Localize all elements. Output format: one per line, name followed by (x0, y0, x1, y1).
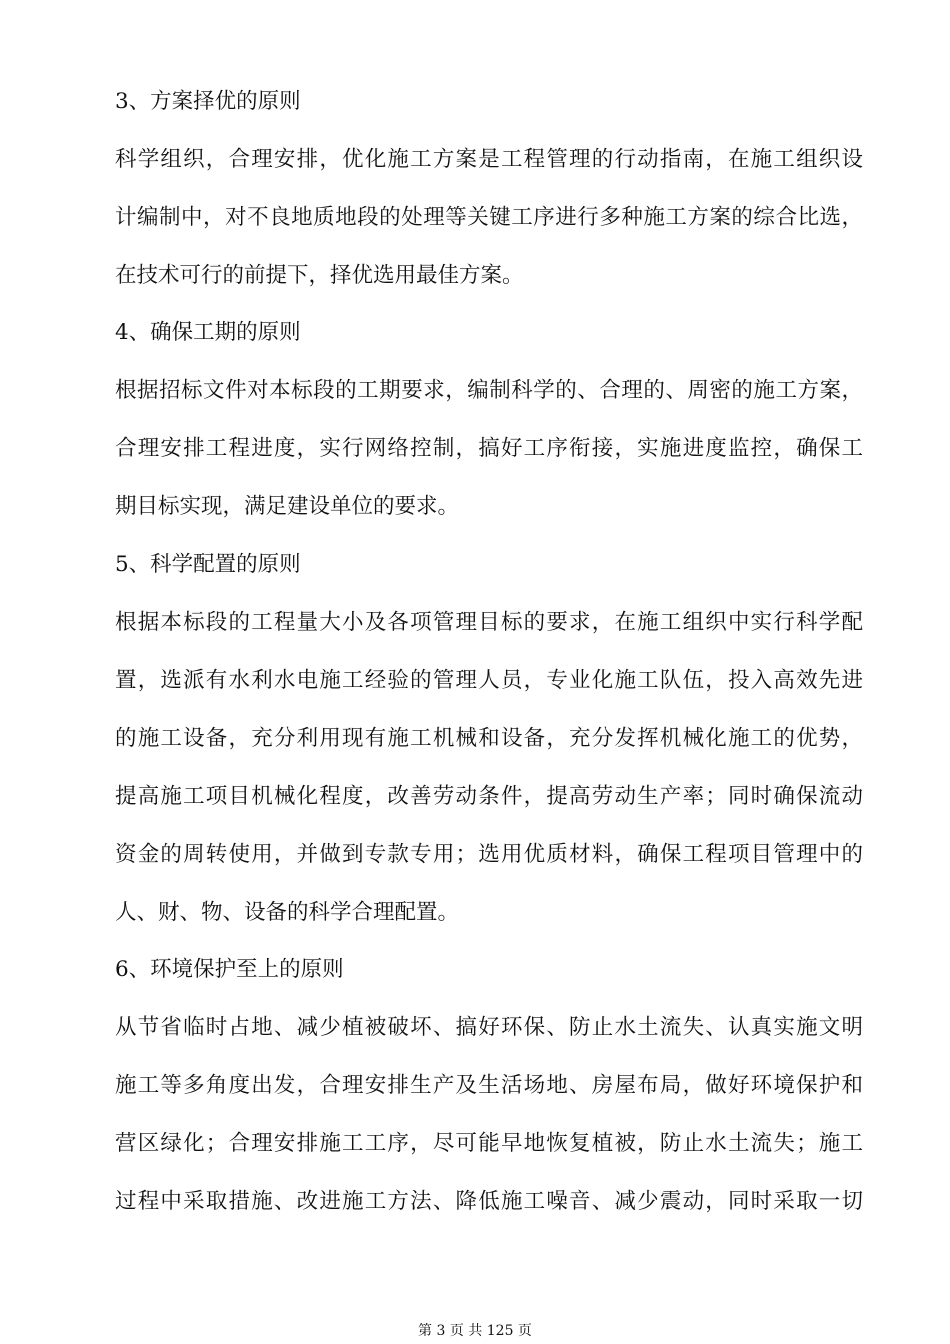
paragraph-line: 期目标实现，满足建设单位的要求。 (115, 494, 460, 519)
paragraph-line: 合理安排工程进度，实行网络控制，搞好工序衔接，实施进度监控，确保工 (115, 436, 863, 461)
paragraph-line: 营区绿化；合理安排施工工序，尽可能早地恢复植被，防止水土流失；施工 (115, 1131, 863, 1156)
paragraph-line: 在技术可行的前提下，择优选用最佳方案。 (115, 263, 524, 288)
paragraph-line: 的施工设备，充分利用现有施工机械和设备，充分发挥机械化施工的优势， (115, 726, 863, 751)
paragraph-line: 置，选派有水利水电施工经验的管理人员，专业化施工队伍，投入高效先进 (115, 668, 863, 693)
paragraph-line: 计编制中，对不良地质地段的处理等关键工序进行多种施工方案的综合比选， (115, 205, 863, 230)
paragraph-line: 资金的周转使用，并做到专款专用；选用优质材料，确保工程项目管理中的 (115, 842, 863, 867)
heading-6: 6、环境保护至上的原则 (115, 957, 344, 982)
paragraph-line: 根据招标文件对本标段的工期要求，编制科学的、合理的、周密的施工方案， (115, 378, 863, 403)
paragraph-line: 根据本标段的工程量大小及各项管理目标的要求，在施工组织中实行科学配 (115, 610, 863, 635)
paragraph-line: 从节省临时占地、减少植被破坏、搞好环保、防止水土流失、认真实施文明 (115, 1015, 863, 1040)
paragraph-line: 过程中采取措施、改进施工方法、降低施工噪音、减少震动，同时采取一切 (115, 1189, 863, 1214)
heading-3: 3、方案择优的原则 (115, 89, 301, 114)
heading-5: 5、科学配置的原则 (115, 552, 301, 577)
page-number-footer: 第 3 页 共 125 页 (418, 1323, 532, 1339)
paragraph-line: 提高施工项目机械化程度，改善劳动条件，提高劳动生产率；同时确保流动 (115, 784, 863, 809)
paragraph-line: 施工等多角度出发，合理安排生产及生活场地、房屋布局，做好环境保护和 (115, 1073, 863, 1098)
heading-4: 4、确保工期的原则 (115, 320, 301, 345)
paragraph-line: 科学组织，合理安排，优化施工方案是工程管理的行动指南，在施工组织设 (115, 147, 863, 172)
paragraph-line: 人、财、物、设备的科学合理配置。 (115, 900, 460, 925)
